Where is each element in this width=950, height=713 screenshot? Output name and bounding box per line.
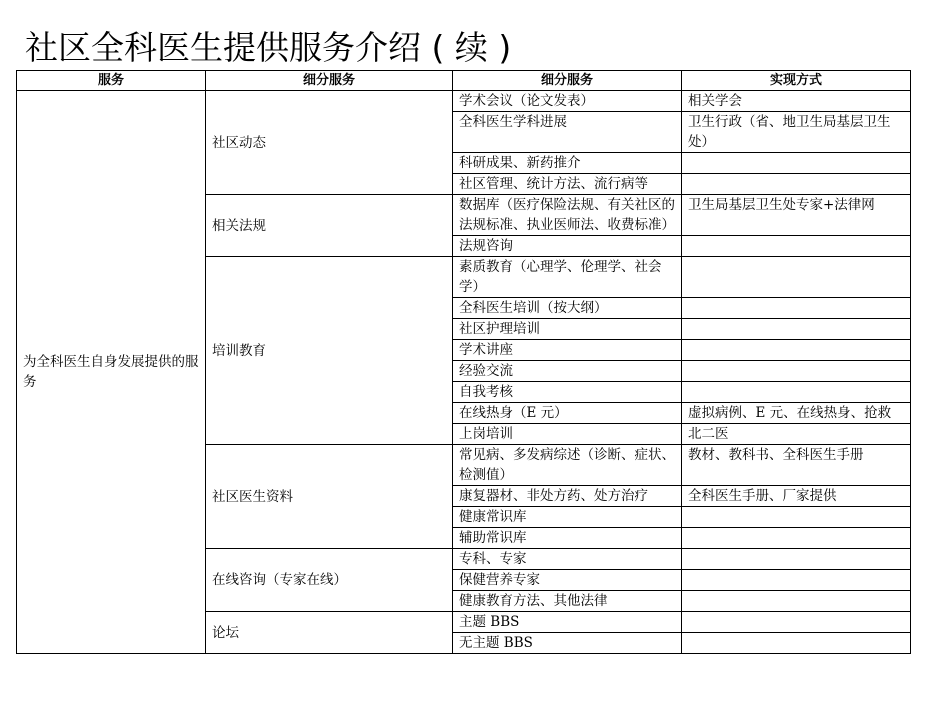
method-cell (682, 319, 911, 340)
method-cell: 卫生局基层卫生处专家+法律网 (682, 195, 911, 236)
subservice-group-cell: 论坛 (206, 612, 453, 654)
detail-cell: 法规咨询 (453, 236, 682, 257)
method-cell: 北二医 (682, 424, 911, 445)
method-cell (682, 340, 911, 361)
detail-cell: 康复器材、非处方药、处方治疗 (453, 486, 682, 507)
detail-cell: 在线热身（E 元） (453, 403, 682, 424)
subservice-group-cell: 在线咨询（专家在线） (206, 549, 453, 612)
service-category-cell: 为全科医生自身发展提供的服务 (17, 91, 206, 654)
subservice-group-cell: 社区医生资料 (206, 445, 453, 549)
detail-cell: 社区护理培训 (453, 319, 682, 340)
detail-cell: 社区管理、统计方法、流行病等 (453, 174, 682, 195)
method-cell: 教材、教科书、全科医生手册 (682, 445, 911, 486)
detail-cell: 全科医生培训（按大纲） (453, 298, 682, 319)
detail-cell: 无主题 BBS (453, 633, 682, 654)
detail-cell: 数据库（医疗保险法规、有关社区的法规标准、执业医师法、收费标准） (453, 195, 682, 236)
header-service: 服务 (17, 71, 206, 91)
method-cell (682, 174, 911, 195)
detail-cell: 健康常识库 (453, 507, 682, 528)
detail-cell: 上岗培训 (453, 424, 682, 445)
method-cell (682, 549, 911, 570)
detail-cell: 全科医生学科进展 (453, 112, 682, 153)
header-method: 实现方式 (682, 71, 911, 91)
method-cell (682, 382, 911, 403)
method-cell: 卫生行政（省、地卫生局基层卫生处） (682, 112, 911, 153)
method-cell (682, 591, 911, 612)
method-cell (682, 507, 911, 528)
table-header-row (17, 71, 911, 91)
method-cell: 虚拟病例、E 元、在线热身、抢救 (682, 403, 911, 424)
header-subservice: 细分服务 (206, 71, 453, 91)
method-cell (682, 257, 911, 298)
detail-cell: 自我考核 (453, 382, 682, 403)
detail-cell: 健康教育方法、其他法律 (453, 591, 682, 612)
detail-cell: 经验交流 (453, 361, 682, 382)
method-cell (682, 612, 911, 633)
detail-cell: 素质教育（心理学、伦理学、社会学） (453, 257, 682, 298)
detail-cell: 科研成果、新药推介 (453, 153, 682, 174)
detail-cell: 专科、专家 (453, 549, 682, 570)
detail-cell: 学术讲座 (453, 340, 682, 361)
detail-cell: 学术会议（论文发表） (453, 91, 682, 112)
subservice-group-cell: 培训教育 (206, 257, 453, 445)
method-cell (682, 633, 911, 654)
subservice-group-cell: 社区动态 (206, 91, 453, 195)
header-detail: 细分服务 (453, 71, 682, 91)
subservice-group-cell: 相关法规 (206, 195, 453, 257)
table-row (17, 91, 911, 112)
method-cell: 相关学会 (682, 91, 911, 112)
method-cell (682, 298, 911, 319)
method-cell: 全科医生手册、厂家提供 (682, 486, 911, 507)
detail-cell: 主题 BBS (453, 612, 682, 633)
method-cell (682, 153, 911, 174)
detail-cell: 常见病、多发病综述（诊断、症状、检测值） (453, 445, 682, 486)
detail-cell: 辅助常识库 (453, 528, 682, 549)
detail-cell: 保健营养专家 (453, 570, 682, 591)
method-cell (682, 361, 911, 382)
method-cell (682, 528, 911, 549)
method-cell (682, 570, 911, 591)
method-cell (682, 236, 911, 257)
services-table (16, 70, 911, 654)
page-title: 社区全科医生提供服务介绍 ( 续 ) (25, 28, 512, 67)
